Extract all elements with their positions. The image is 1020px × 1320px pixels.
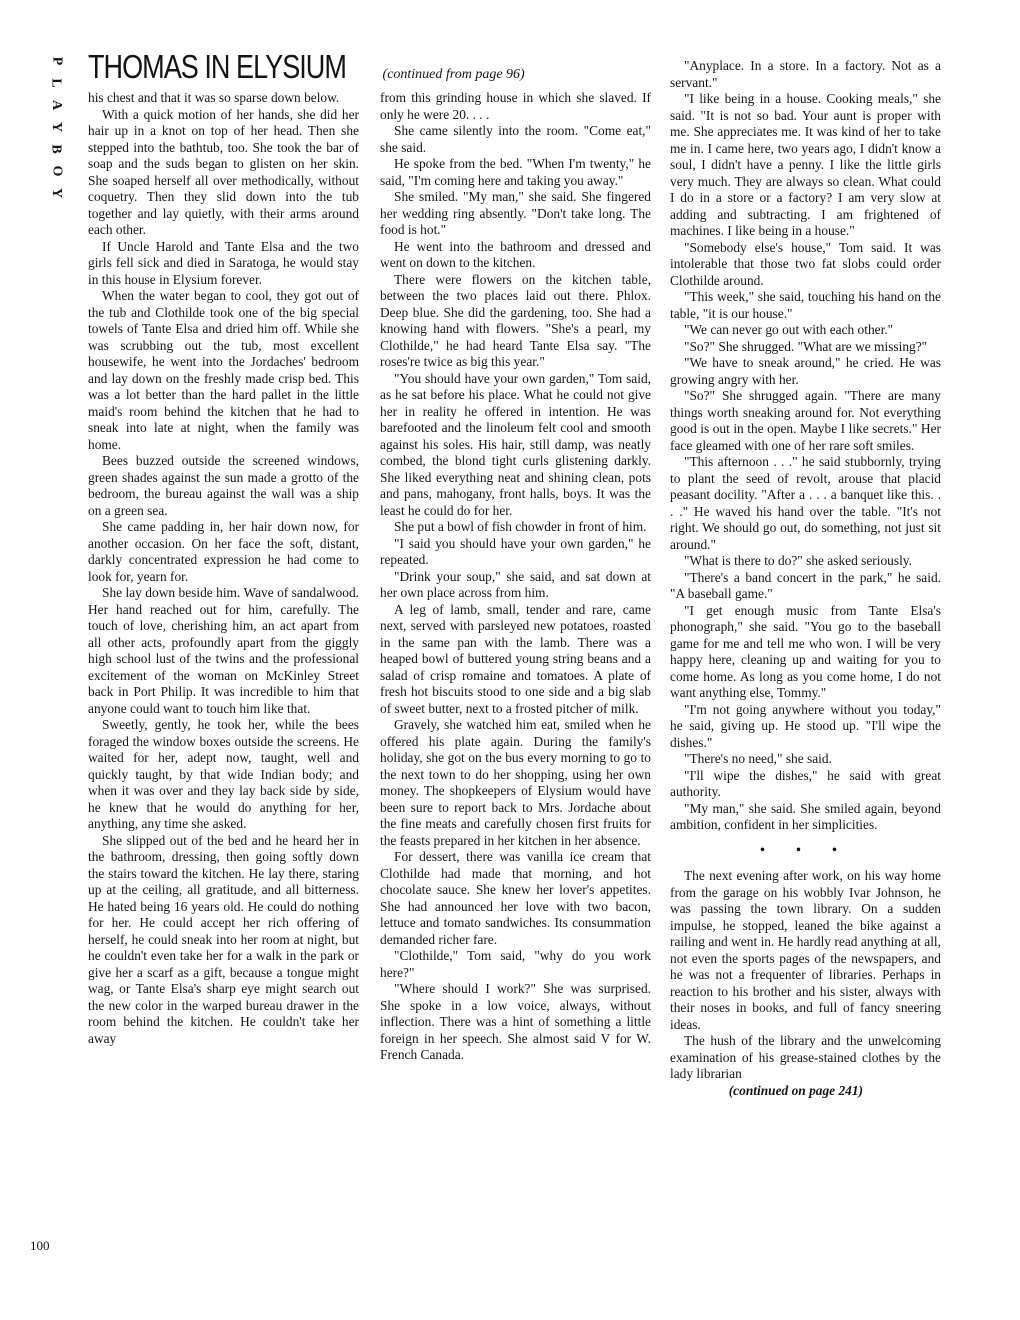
paragraph: When the water began to cool, they got out of the tub and Clothilde took one of the big special towels of Tante Elsa and dried him off. While she was scrubbing out the tub, most excellent housewife, he went into the Jordaches' bedroom and lay down on the freshly made crisp bed. This was a lot better than the hard pallet in the little maid's room behind the kitchen that he had to sneak into late at night, when the family was home. — [88, 288, 359, 452]
paragraph: "We can never go out with each other." — [684, 322, 894, 337]
paragraph: "Anyplace. In a store. In a factory. Not as a servant." — [670, 58, 941, 90]
paragraph: She lay down beside him. Wave of sandalwood. Her hand reached out for him, carefully. The touch of love, cherishing him, an act apart from all other acts, profoundly apart from the giggly high school lust of the twins and the professional excitement of the woman on McKinley Street back in Port Philip. It was incredible to him that anyone could want to touch him like that. — [88, 585, 359, 716]
paragraph: "We have to sneak around," he cried. He was growing angry with her. — [670, 355, 941, 387]
paragraph: "What is there to do?" she asked seriously. — [684, 553, 912, 568]
paragraph: With a quick motion of her hands, she did her hair up in a knot on top of her head. Then she stepped into the bathtub, too. She took the bar of soap and the suds began to glisten on her skin. She soaped herself all over methodically, without coquetry. Then they slid down into the tub together and lay quietly, with their arms around each other. — [88, 106, 359, 237]
paragraph: She put a bowl of fish chowder in front of him. — [394, 519, 647, 534]
paragraph: Bees buzzed outside the screened windows, green shades against the sun made a grotto of the bedroom, the bureau against the wall was a ship on a green sea. — [88, 453, 359, 518]
paragraph: For dessert, there was vanilla ice cream that Clothilde had made that morning, and hot chocolate sauce. She knew her lover's appetites. She had announced her love with two bacon, lettuce and tomato sandwiches. Its consummation demanded richer fare. — [380, 849, 651, 947]
paragraph: "This afternoon . . ." he said stubbornly, trying to plant the seed of revolt, arouse that placid peasant docility. "After a . . . a banquet like this. . . ." He waved his hand over the table. "It's not right. We should go out, do something, not just sit around." — [670, 454, 941, 552]
paragraph: She slipped out of the bed and he heard her in the bathroom, dressing, then going softly down the stairs toward the kitchen. He lay there, staring up at the ceiling, all gratitude, and all bitterness. He hated being 16 years old. He could do nothing for her. He could accept her rich offering of herself, he could sneak into her room at night, but he couldn't even take her for a walk in the park or give her a scarf as a gift, because a tongue might wag, or Tante Elsa's sharp eye might search out the new color in the warped bureau drawer in the room behind the kitchen. He couldn't take her away — [88, 832, 359, 1046]
paragraph: The next evening after work, on his way home from the garage on his wobbly Ivar Johnson, he was passing the town library. On a sudden impulse, he stopped, leaned the bike against a railing and went in. He hardly read anything at all, not even the sports pages of the newspapers, and he was not a frequenter of libraries. Perhaps in reaction to his brother and his sister, always with their noses in books, and full of fancy sneering ideas. — [670, 868, 941, 1032]
paragraph: "I like being in a house. Cooking meals," she said. "It is not so bad. Your aunt is proper with me. She appreciates me. It was kind of her to take me in. I came here, two years ago, I didn't know a soul, I didn't have a penny. I like the little girls very much. They are always so clean. What could I do in a store or a factory? I am very slow at adding and subtracting. I am frightened of machines. I like being in a house." — [670, 91, 941, 238]
paragraph: "There's no need," she said. — [684, 751, 832, 766]
paragraph: "You should have your own garden," Tom said, as he sat before his place. What he could not give her in reality he offered in intention. He was barefooted and the linoleum felt cool and smooth against his soles. His hair, still damp, was neatly combed, the blond tight curls glistening darkly. She liked everything neat and shining clean, pots and pans, mahogany, front halls, boys. It was the least he could do for her. — [380, 370, 651, 518]
paragraph: "Somebody else's house," Tom said. It was intolerable that those two fat slobs could order Clothilde around. — [670, 239, 941, 288]
paragraph: Gravely, she watched him eat, smiled when he offered his plate again. During the family's holiday, she got on the bus every morning to go to the next town to do her shopping, using her own money. The shopkeepers of Elysium would have been sure to report back to Mrs. Jordache about the fine meats and carefully chosen first fruits for the feasts prepared in her kitchen in her absence. — [380, 717, 651, 848]
paragraph: his chest and that it was so sparse down below. — [88, 90, 340, 105]
paragraph: from this grinding house in which she slaved. If only he were 20. . . . — [380, 90, 651, 122]
paragraph: The hush of the library and the unwelcoming examination of his grease-stained clothes by the lady librarian — [670, 1033, 941, 1081]
paragraph: "So?" She shrugged. "What are we missing?" — [684, 338, 928, 354]
paragraph: "So?" She shrugged again. "There are many things worth sneaking around for. Not everything good is out in the open. Maybe I like secrets." Her face gleamed with one of her rare soft smiles. — [670, 388, 941, 453]
paragraph: A leg of lamb, small, tender and rare, came next, served with parsleyed new potatoes, roasted in the same pan with the lamb. There was a heaped bowl of buttered young string beans and a salad of crisp romaine and tomatoes. A plate of fresh hot biscuits stood to one side and a big slab of sweet butter, next to a frosted pitcher of milk. — [380, 601, 651, 716]
paragraph: "Where should I work?" She was surprised. She spoke in a low voice, always, without inflection. There was a hint of something a little foreign in her speech. She almost said V for W. French Canada. — [380, 981, 651, 1062]
paragraph: He spoke from the bed. "When I'm twenty," he said, "I'm coming here and taking you away." — [380, 156, 651, 188]
continued-from: (continued from page 96) — [382, 67, 525, 82]
paragraph: She came silently into the room. "Come eat," she said. — [380, 123, 651, 155]
page-number: 100 — [30, 1238, 50, 1253]
article-header — [88, 48, 688, 88]
paragraph: She smiled. "My man," she said. She fingered her wedding ring absently. "Don't take long. The food is hot." — [380, 189, 651, 237]
paragraph: Sweetly, gently, he took her, while the bees foraged the window boxes outside the screens. He waited for her, adept now, taught, well and quickly taught, by that wide Indian body; and when it was over and they lay back side by side, he knew that he would do anything for her, anything, any time she asked. — [88, 717, 359, 831]
text-column-3 — [670, 58, 941, 1099]
paragraph: "I get enough music from Tante Elsa's phonograph," she said. "You go to the baseball game for me and tell me who won. I will be very happy here, cleaning up and waiting for you to come home. As long as you come home, I do not want anything else, Tommy." — [670, 602, 941, 700]
paragraph: "Clothilde," Tom said, "why do you work here?" — [380, 948, 651, 980]
paragraph: He went into the bathroom and dressed and went on down to the kitchen. — [380, 238, 651, 270]
paragraph: She came padding in, her hair down now, for another occasion. On her face the soft, distant, darkly concentrated expression he had come to look for, yearn for. — [88, 519, 359, 584]
paragraph: "My man," she said. She smiled again, beyond ambition, confident in her simplicities. — [670, 800, 941, 832]
article-title: THOMAS IN ELYSIUM — [88, 48, 346, 85]
paragraph: "Drink your soup," she said, and sat down at her own place across from him. — [380, 568, 651, 600]
text-column-2 — [380, 90, 651, 1064]
magazine-logo: P L A Y B O Y — [48, 56, 64, 199]
paragraph: "This week," she said, touching his hand on the table, "it is our house." — [670, 289, 941, 321]
continued-on: (continued on page 241) — [728, 1082, 863, 1098]
section-break: • • • — [760, 841, 851, 857]
paragraph: If Uncle Harold and Tante Elsa and the two girls fell sick and died in Saratoga, he would stay in this house in Elysium forever. — [88, 238, 359, 287]
paragraph: "I'll wipe the dishes," he said with great authority. — [670, 767, 941, 799]
paragraph: "I'm not going anywhere without you today," he said, giving up. He stood up. "I'll wipe the dishes." — [670, 701, 941, 750]
paragraph: "There's a band concert in the park," he said. "A baseball game." — [670, 569, 941, 601]
paragraph: "I said you should have your own garden," he repeated. — [380, 535, 651, 567]
paragraph: There were flowers on the kitchen table, between the two places laid out there. Phlox. Deep blue. She did the gardening, too. She had a knowing hand with flowers. "She's a pearl, my Clothilde," he had heard Tante Elsa say. "The roses're twice as big this year." — [380, 271, 651, 369]
text-column-1 — [88, 90, 359, 1047]
